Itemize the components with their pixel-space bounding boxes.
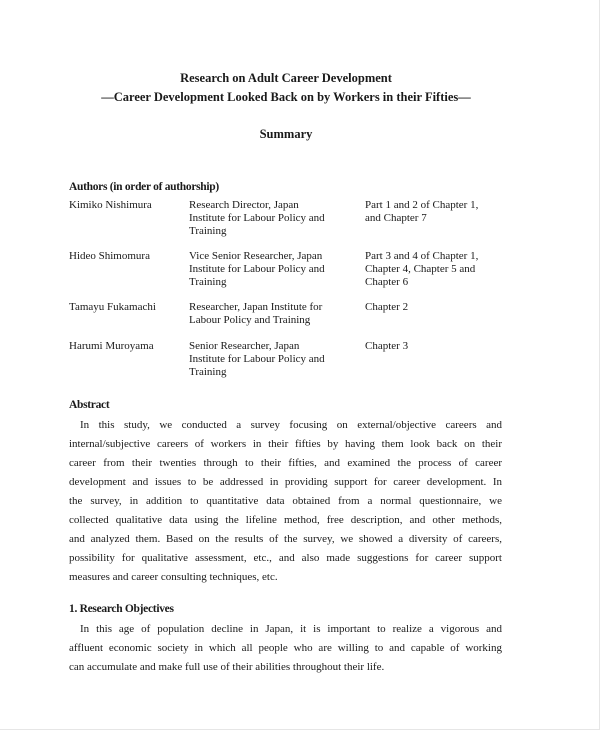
author-chapters <box>365 250 505 289</box>
author-position-line: Vice Senior Researcher, Japan <box>189 250 323 262</box>
text-line: collected qualitative data using the lifeline method, free description, and other methods, <box>69 514 502 526</box>
text-line: measures and career consulting techniques, etc. <box>69 571 278 583</box>
author-chapters-line: Chapter 2 <box>365 301 409 313</box>
author-position <box>189 250 359 289</box>
author-name: Hideo Shimomura <box>69 250 150 262</box>
author-position-line: Training <box>189 225 227 237</box>
text-line: career from their twenties through to their fifties, and examined the process of career <box>69 457 502 469</box>
author-name: Tamayu Fukamachi <box>69 301 156 313</box>
author-chapters-line: Part 3 and 4 of Chapter 1, <box>365 250 479 262</box>
author-position-line: Senior Researcher, Japan <box>189 340 300 352</box>
author-position <box>189 301 359 327</box>
author-chapters-line: Part 1 and 2 of Chapter 1, <box>365 199 479 211</box>
author-position-line: Institute for Labour Policy and <box>189 263 325 275</box>
author-name: Harumi Muroyama <box>69 340 154 352</box>
author-position <box>189 199 359 238</box>
text-line: can accumulate and make full use of their abilities throughout their life. <box>69 661 385 673</box>
author-chapters-line: Chapter 3 <box>365 340 409 352</box>
author-chapters <box>365 301 505 314</box>
summary-heading: Summary <box>259 127 313 141</box>
abstract-heading: Abstract <box>69 399 110 411</box>
author-position-line: Training <box>189 276 227 288</box>
research-objectives-paragraph <box>69 620 502 677</box>
author-position-line: Institute for Labour Policy and <box>189 353 325 365</box>
text-line: In this study, we conducted a survey focusing on external/objective careers and <box>80 419 502 431</box>
text-line: the survey, in addition to quantitative data obtained from a normal questionnaire, we <box>69 495 502 507</box>
abstract-paragraph <box>69 416 502 587</box>
author-position-line: Researcher, Japan Institute for <box>189 301 323 313</box>
authors-heading: Authors (in order of authorship) <box>69 181 219 193</box>
text-line: and analyzed them. Based on the results of the survey, we showed a diversity of careers, <box>69 533 502 545</box>
author-chapters-line: and Chapter 7 <box>365 212 427 224</box>
author-chapters <box>365 199 505 225</box>
author-position-line: Institute for Labour Policy and <box>189 212 325 224</box>
document-subtitle: —Career Development Looked Back on by Workers in their Fifties— <box>101 90 471 104</box>
author-position-line: Research Director, Japan <box>189 199 299 211</box>
text-line: In this age of population decline in Japan, it is important to realize a vigorous and <box>80 623 502 635</box>
text-line: development and issues to be addressed in providing support for career development. In <box>69 476 502 488</box>
author-position-line: Training <box>189 366 227 378</box>
document-title: Research on Adult Career Development <box>180 71 392 85</box>
author-chapters-line: Chapter 4, Chapter 5 and <box>365 263 476 275</box>
author-chapters-line: Chapter 6 <box>365 276 409 288</box>
author-position-line: Labour Policy and Training <box>189 314 311 326</box>
author-chapters <box>365 340 505 353</box>
author-name: Kimiko Nishimura <box>69 199 152 211</box>
research-objectives-heading: 1. Research Objectives <box>69 603 174 615</box>
text-line: possibility for qualitative assessment, etc., and also made suggestions for career support <box>69 552 502 564</box>
text-line: affluent economic society in which all people who are willing to and capable of working <box>69 642 502 654</box>
author-position <box>189 340 359 379</box>
text-line: internal/subjective careers of workers in their fifties by having them look back on their <box>69 438 502 450</box>
